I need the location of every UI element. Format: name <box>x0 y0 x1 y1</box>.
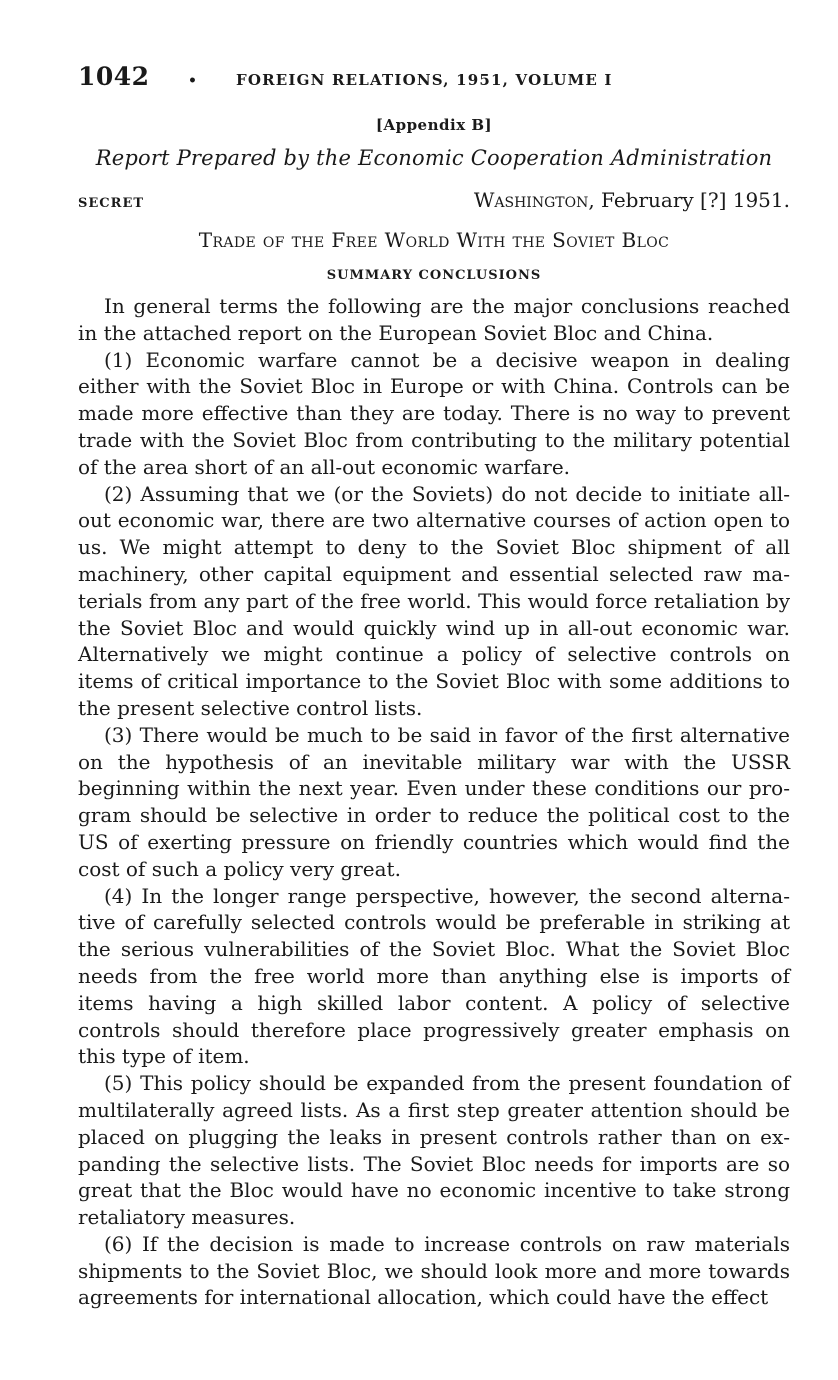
bullet-mark: • <box>188 73 197 89</box>
paragraph-5: (5) This policy should be expanded from the present foundation of multilaterally agreed lists. As a first step greater attention should be placed on plugging the leaks in present controls rather than on expanding the selective lists. The Soviet Bloc needs for imports are so great that the Bloc would have no economic incentive to take strong retaliatory measures. <box>78 1071 790 1230</box>
section-heading: SUMMARY CONCLUSIONS <box>326 268 542 283</box>
report-title: Report Prepared by the Economic Cooperation Administration <box>95 146 773 170</box>
paragraph-4: (4) In the longer range perspective, however, the second alternative of carefully selected controls would be preferable in striking at the serious vulnerabilities of the Soviet Bloc. What the Soviet Bloc needs from the free world more than anything else is imports of items having a high skilled labor content. A policy of selective controls should therefore place progressively greater emphasis on this type of item. <box>78 883 790 1069</box>
running-head <box>78 62 790 98</box>
dateline <box>78 188 790 212</box>
running-title: FOREIGN RELATIONS, 1951, VOLUME I <box>236 71 613 89</box>
paragraph-3: (3) There would be much to be said in favor of the first alternative on the hypothesis of an inevitable military war with the USSR beginning within the next year. Even under these conditions our program should be selective in order to reduce the political cost to the US of exerting pressure on friendly countries which would find the cost of such a policy very great. <box>78 722 790 881</box>
appendix-label: [Appendix B] <box>375 116 493 134</box>
paragraph-intro: In general terms the following are the major conclusions reached in the attached report on the European Soviet Bloc and China. <box>78 294 790 345</box>
document-page <box>78 62 790 1311</box>
paragraph-2: (2) Assuming that we (or the Soviets) do not decide to initiate all-out economic war, there are two alternative courses of action open to us. We might attempt to deny to the Soviet Bloc shipment of all machinery, other capital equipment and essential selected raw materials from any part of the free world. This would force retaliation by the Soviet Bloc and would quickly wind up in all-out economic war. Alternatively we might continue a policy of selective controls on items of critical importance to the Soviet Bloc with some additions to the present selective control lists. <box>78 481 790 720</box>
dateline-date: , February [?] 1951. <box>588 188 790 212</box>
page-number: 1042 <box>78 62 150 91</box>
document-title: Trade of the Free World With the Soviet Bloc <box>198 228 670 252</box>
paragraph-6: (6) If the decision is made to increase controls on raw materials shipments to the Soviet Bloc, we should look more and more towards agreements for international allocation, which could have the effect <box>78 1231 790 1310</box>
dateline-place: Washington <box>473 188 589 212</box>
body-text <box>78 293 790 1311</box>
paragraph-1: (1) Economic warfare cannot be a decisive weapon in dealing either with the Soviet Bloc in Europe or with China. Controls can be made more effective than they are today. There is no way to prevent trade with the Soviet Bloc from contributing to the military potential of the area short of an all-out economic warfare. <box>78 347 790 479</box>
place-date <box>474 188 790 212</box>
classification-marking: SECRET <box>78 196 145 211</box>
